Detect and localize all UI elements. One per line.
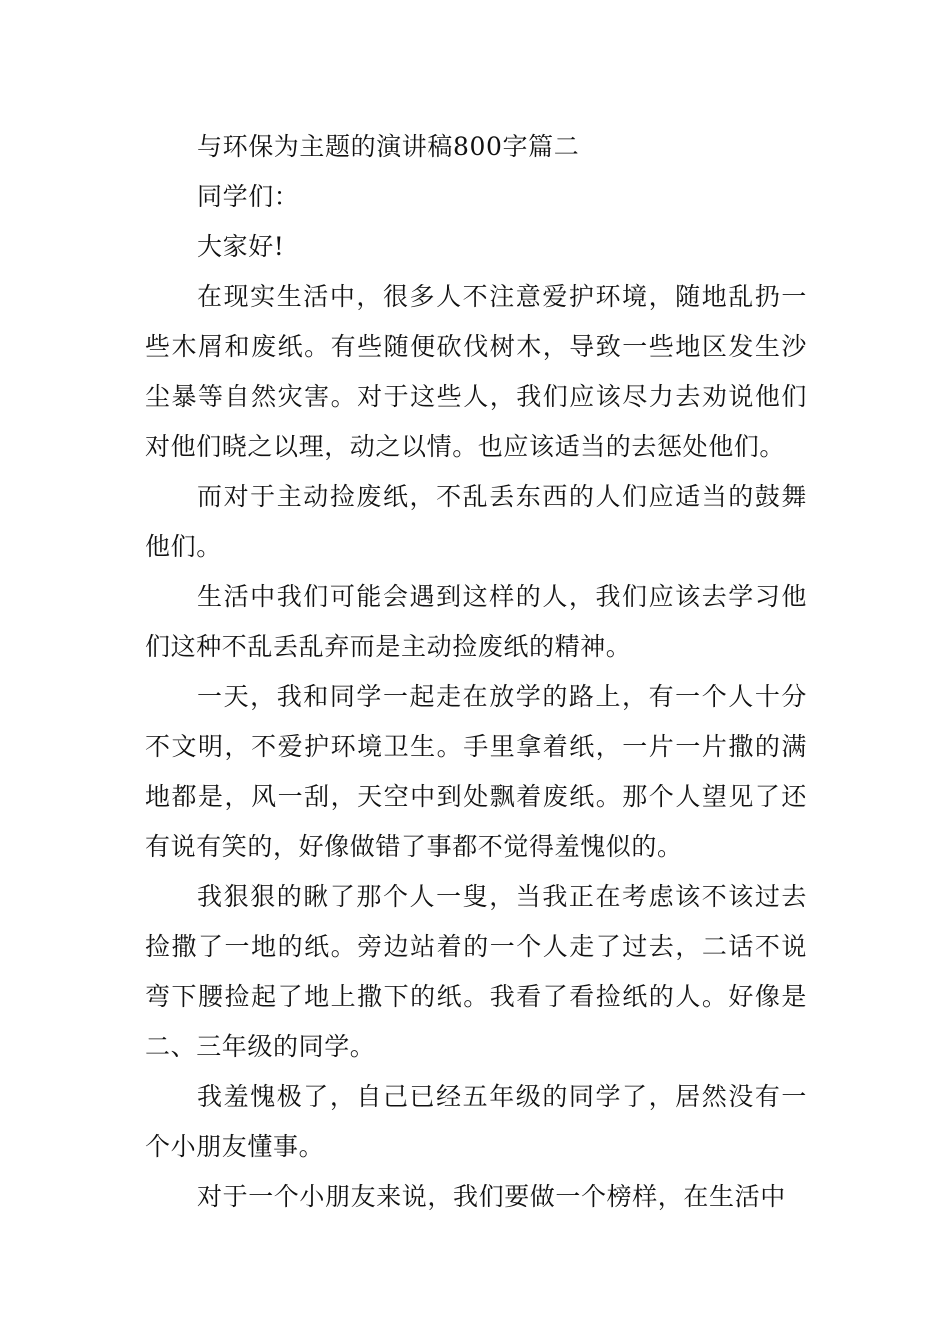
- paragraph: 一天，我和同学一起走在放学的路上，有一个人十分不文明，不爱护环境卫生。手里拿着纸，一片一片撒的满地都是，风一刮，天空中到处飘着废纸。那个人望见了还有说有笑的，好像做错了事都不觉得羞愧似的。: [145, 682, 807, 861]
- document-title: 与环保为主题的演讲稿800字篇二: [197, 132, 580, 161]
- paragraph: 对于一个小朋友来说，我们要做一个榜样，在生活中: [197, 1182, 786, 1211]
- paragraph: 生活中我们可能会遇到这样的人，我们应该去学习他们这种不乱丢乱弃而是主动捡废纸的精神。: [145, 582, 807, 661]
- paragraph-greeting-hello: 大家好!: [197, 232, 285, 261]
- document-body: [145, 122, 807, 1222]
- paragraph: 而对于主动捡废纸，不乱丢东西的人们应适当的鼓舞他们。: [145, 482, 807, 561]
- paragraph-greeting-audience: 同学们：: [197, 182, 300, 211]
- paragraph: 我狠狠的瞅了那个人一叟，当我正在考虑该不该过去捡撒了一地的纸。旁边站着的一个人走了过去，二话不说弯下腰捡起了地上撒下的纸。我看了看捡纸的人。好像是二、三年级的同学。: [145, 882, 807, 1061]
- paragraph: 我羞愧极了，自己已经五年级的同学了，居然没有一个小朋友懂事。: [145, 1082, 807, 1161]
- paragraph: 在现实生活中，很多人不注意爱护环境，随地乱扔一些木屑和废纸。有些随便砍伐树木，导致一些地区发生沙尘暴等自然灾害。对于这些人，我们应该尽力去劝说他们对他们晓之以理，动之以情。也应该适当的去惩处他们。: [145, 282, 807, 461]
